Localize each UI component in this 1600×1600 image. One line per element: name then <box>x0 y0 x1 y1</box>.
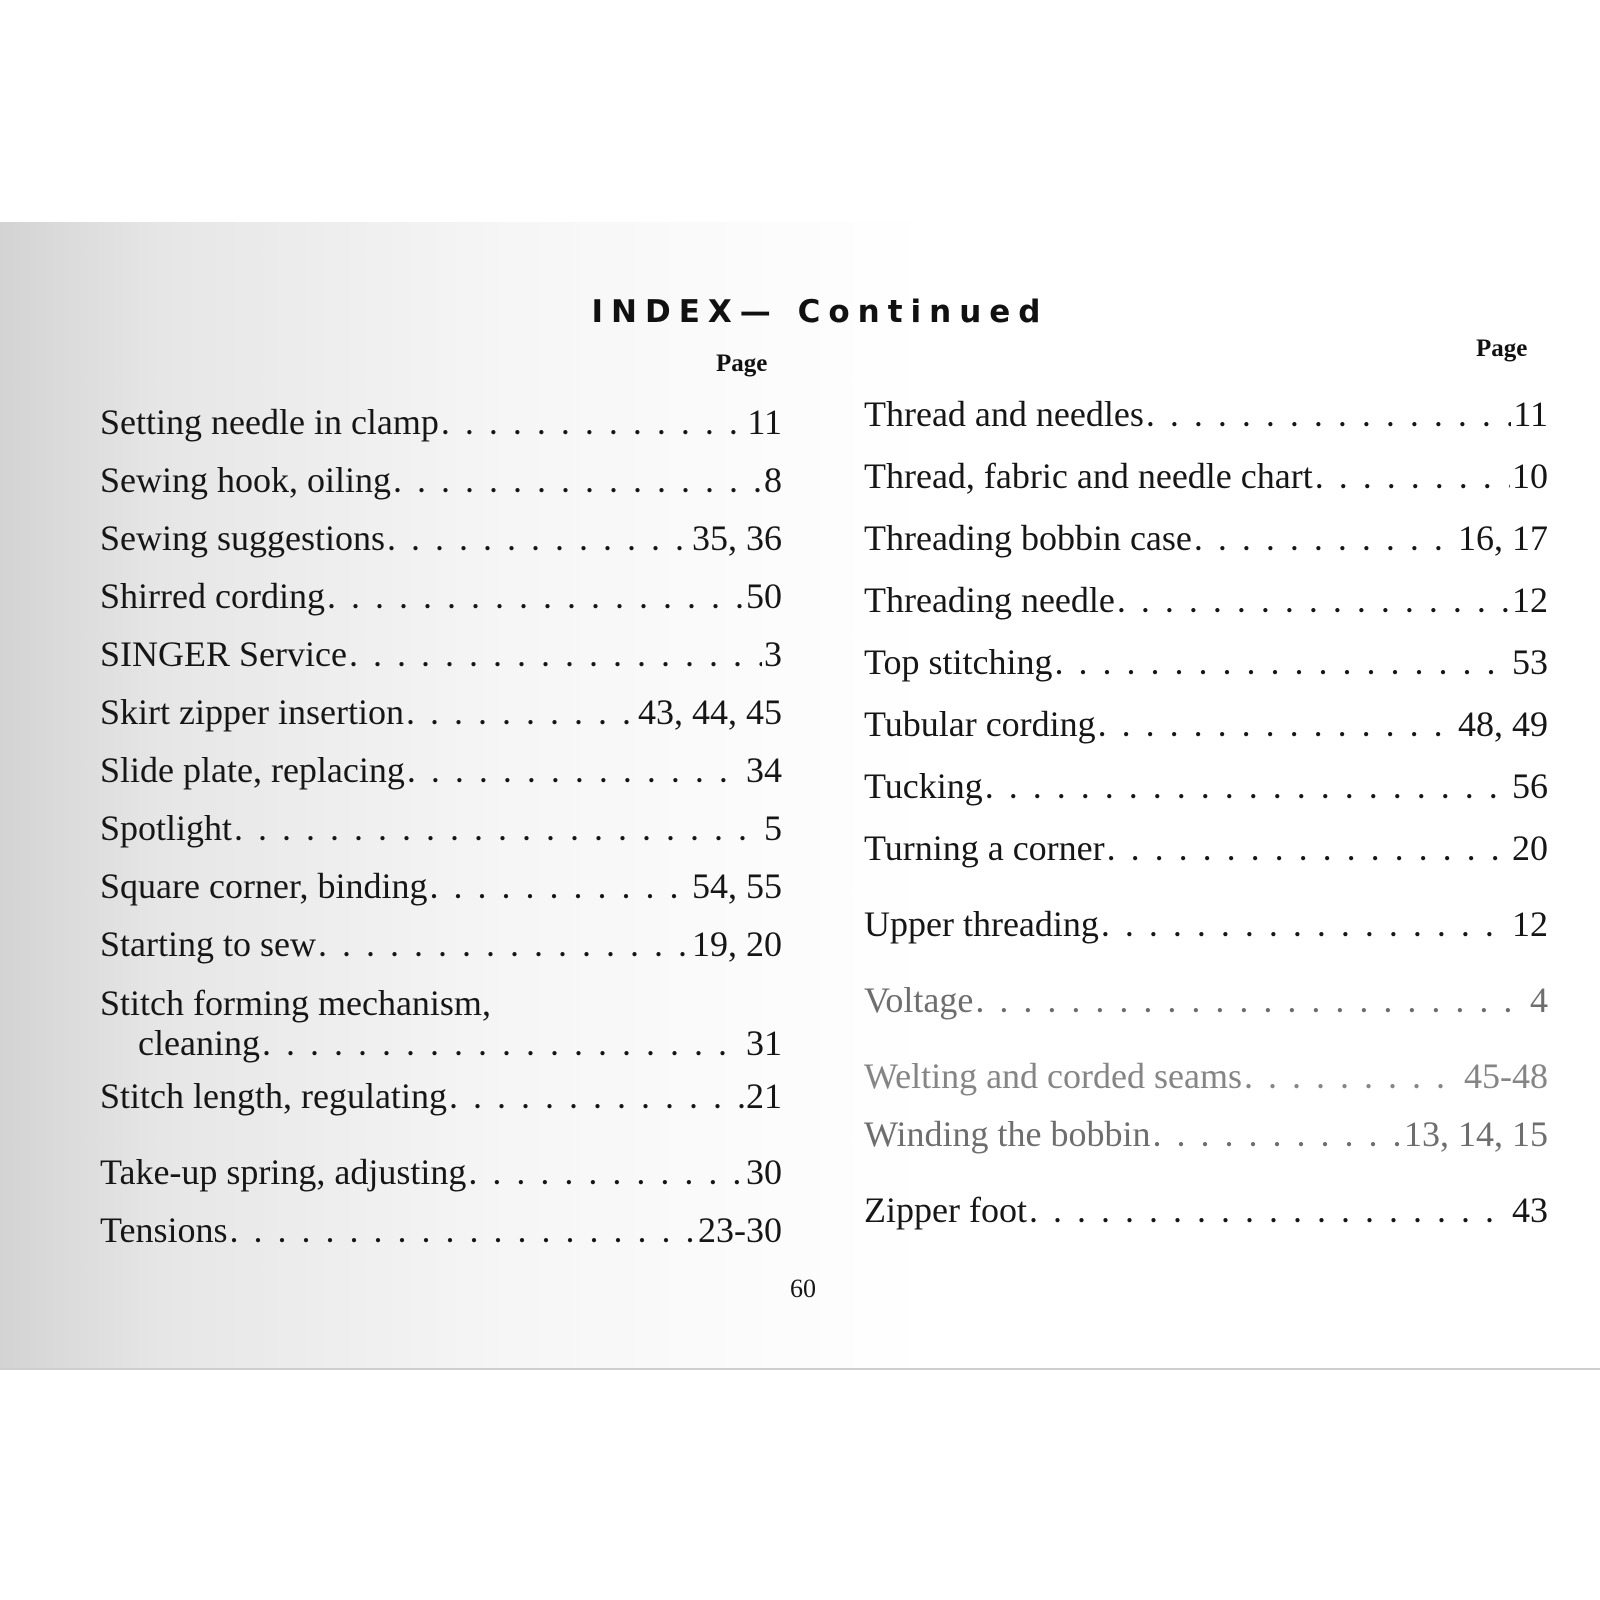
entry-page: 43, 44, 45 <box>638 692 782 732</box>
index-column-left <box>100 393 782 1259</box>
entry-label: Stitch length, regulating <box>100 1076 447 1116</box>
dot-leader <box>318 915 690 973</box>
entry-label: Upper threading <box>864 904 1099 944</box>
index-entry <box>864 569 1548 631</box>
entry-label: Shirred cording <box>100 576 325 616</box>
entry-page: 13, 14, 15 <box>1404 1114 1548 1154</box>
entry-page: 53 <box>1512 642 1548 682</box>
dot-leader <box>229 1201 696 1259</box>
index-entry <box>864 445 1548 507</box>
entry-label: Take-up spring, adjusting <box>100 1152 467 1192</box>
index-entry <box>100 799 782 857</box>
index-entry <box>100 1067 782 1125</box>
index-entry <box>864 755 1548 817</box>
entry-label: Sewing suggestions <box>100 518 386 558</box>
entry-label: Winding the bobbin <box>864 1114 1151 1154</box>
index-entry <box>100 509 782 567</box>
index-entry <box>100 683 782 741</box>
dot-leader <box>393 451 762 509</box>
entry-label: Stitch forming mechanism, <box>100 983 491 1023</box>
index-entry <box>100 857 782 915</box>
entry-page: 4 <box>1530 980 1548 1020</box>
dot-leader <box>441 393 745 451</box>
scanned-page <box>0 222 1600 1370</box>
scan-bottom-edge <box>0 1368 1600 1370</box>
dot-leader <box>1098 693 1456 755</box>
entry-label: Voltage <box>864 980 974 1020</box>
entry-label: SINGER Service <box>100 634 347 674</box>
dot-leader <box>349 625 762 683</box>
index-entry <box>100 1201 782 1259</box>
entry-label: Threading needle <box>864 580 1115 620</box>
dot-leader <box>1117 569 1510 631</box>
entry-label: Slide plate, replacing <box>100 750 405 790</box>
entry-label: Tensions <box>100 1210 228 1250</box>
index-entry <box>864 1045 1548 1107</box>
dot-leader <box>406 683 636 741</box>
page-number: 60 <box>790 1274 816 1303</box>
entry-page: 56 <box>1512 766 1548 806</box>
entry-page: 21 <box>746 1076 782 1116</box>
index-entry <box>100 1143 782 1201</box>
index-entry <box>864 1103 1548 1165</box>
index-entry <box>100 625 782 683</box>
index-title: INDEX— Continued <box>591 294 1049 330</box>
dot-leader <box>407 741 744 799</box>
dot-leader <box>429 857 690 915</box>
page-column-header-right: Page <box>1476 335 1528 362</box>
index-entry <box>864 631 1548 693</box>
entry-page: 12 <box>1512 580 1548 620</box>
entry-page: 19, 20 <box>692 924 782 964</box>
index-entry <box>864 693 1548 755</box>
page-column-header-left: Page <box>716 350 768 377</box>
entry-label: Tucking <box>864 766 983 806</box>
index-entry <box>100 741 782 799</box>
dot-leader <box>449 1067 744 1125</box>
dot-leader <box>1315 445 1510 507</box>
entry-page: 43 <box>1512 1190 1548 1230</box>
entry-page: 8 <box>764 460 782 500</box>
index-entry <box>864 893 1548 955</box>
entry-label: Starting to sew <box>100 924 316 964</box>
dot-leader <box>1146 383 1511 445</box>
entry-label: Top stitching <box>864 642 1053 682</box>
dot-leader <box>1107 817 1510 879</box>
entry-label: Spotlight <box>100 808 233 848</box>
dot-leader <box>1054 631 1510 693</box>
index-entry <box>864 507 1548 569</box>
dot-leader <box>468 1143 744 1201</box>
index-entry-two-line <box>100 983 782 1063</box>
dot-leader <box>1244 1045 1462 1107</box>
entry-label: Tubular cording <box>864 704 1096 744</box>
entry-page: 50 <box>746 576 782 616</box>
entry-label: Setting needle in clamp <box>100 402 439 442</box>
index-entry-continuation <box>100 1023 782 1063</box>
entry-page: 11 <box>747 402 782 442</box>
entry-label: Thread, fabric and needle chart <box>864 456 1313 496</box>
entry-label: Welting and corded seams <box>864 1056 1242 1096</box>
index-entry <box>864 383 1548 445</box>
index-entry <box>864 1179 1548 1241</box>
entry-page: 30 <box>746 1152 782 1192</box>
entry-label: Square corner, binding <box>100 866 428 906</box>
index-column-right <box>864 383 1548 1241</box>
entry-page: 5 <box>764 808 782 848</box>
entry-page: 54, 55 <box>692 866 782 906</box>
entry-page: 11 <box>1513 394 1548 434</box>
entry-page: 20 <box>1512 828 1548 868</box>
entry-page: 34 <box>746 750 782 790</box>
index-entry <box>864 969 1548 1031</box>
dot-leader <box>975 969 1528 1031</box>
entry-label: Threading bobbin case <box>864 518 1192 558</box>
index-entry <box>100 915 782 973</box>
entry-page: 45-48 <box>1464 1056 1548 1096</box>
index-entry <box>100 393 782 451</box>
entry-label: Sewing hook, oiling <box>100 460 392 500</box>
index-entry <box>100 451 782 509</box>
entry-page: 3 <box>764 634 782 674</box>
entry-page: 23-30 <box>698 1210 782 1250</box>
index-entry <box>864 817 1548 879</box>
dot-leader <box>1153 1103 1402 1165</box>
dot-leader <box>262 1023 744 1063</box>
entry-page: 31 <box>746 1023 782 1063</box>
entry-label: Turning a corner <box>864 828 1105 868</box>
dot-leader <box>1029 1179 1510 1241</box>
dot-leader <box>1101 893 1510 955</box>
entry-page: 35, 36 <box>692 518 782 558</box>
dot-leader <box>387 509 690 567</box>
entry-label: Zipper foot <box>864 1190 1027 1230</box>
entry-label: Skirt zipper insertion <box>100 692 404 732</box>
entry-page: 12 <box>1512 904 1548 944</box>
entry-page: 48, 49 <box>1458 704 1548 744</box>
dot-leader <box>327 567 744 625</box>
dot-leader <box>234 799 762 857</box>
entry-page: 16, 17 <box>1458 518 1548 558</box>
dot-leader <box>985 755 1510 817</box>
entry-label: Thread and needles <box>864 394 1144 434</box>
dot-leader <box>1194 507 1456 569</box>
entry-page: 10 <box>1512 456 1548 496</box>
index-entry <box>100 567 782 625</box>
entry-label-continuation: cleaning <box>138 1023 260 1063</box>
